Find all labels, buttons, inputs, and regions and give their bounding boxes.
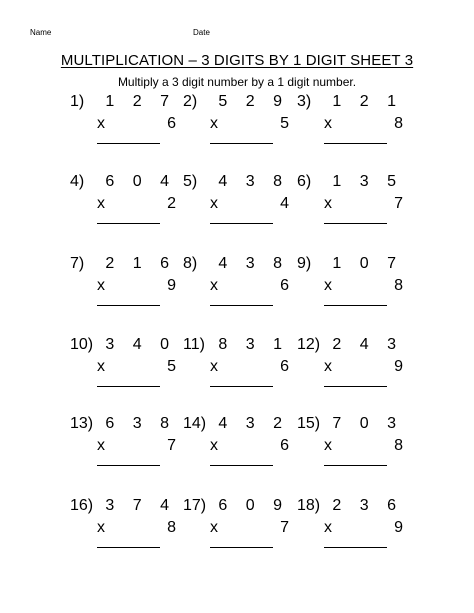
worksheet-instructions: Multiply a 3 digit number by a 1 digit number. [117, 75, 357, 89]
name-label: Name [30, 28, 52, 37]
problem-14 [183, 415, 293, 487]
problem-17 [183, 497, 293, 569]
multiply-sign: x [324, 115, 332, 132]
answer-line [97, 143, 160, 144]
multiplicand: 1 2 1 [332, 93, 403, 110]
multiplier: 8 [394, 437, 403, 454]
problem-13 [70, 415, 180, 487]
multiplicand: 1 0 7 [332, 255, 403, 272]
multiplicand: 6 0 4 [105, 173, 176, 190]
answer-line [324, 386, 387, 387]
answer-line [97, 386, 160, 387]
multiplier: 6 [280, 437, 289, 454]
problem-number: 17) [183, 497, 207, 514]
problem-number: 1) [70, 93, 85, 110]
multiplier: 9 [394, 358, 403, 375]
problem-12 [297, 336, 407, 408]
multiplier: 5 [167, 358, 176, 375]
multiplicand: 4 3 2 [218, 415, 289, 432]
problem-number: 7) [70, 255, 85, 272]
multiply-sign: x [210, 195, 218, 212]
multiply-sign: x [97, 277, 105, 294]
problem-number: 14) [183, 415, 207, 432]
problem-10 [70, 336, 180, 408]
problem-6 [297, 173, 407, 245]
multiplier: 4 [280, 195, 289, 212]
problem-number: 5) [183, 173, 198, 190]
multiplier: 7 [394, 195, 403, 212]
problem-11 [183, 336, 293, 408]
answer-line [324, 223, 387, 224]
problem-2 [183, 93, 293, 165]
multiply-sign: x [210, 519, 218, 536]
problem-number: 8) [183, 255, 198, 272]
answer-line [210, 547, 273, 548]
multiplicand: 3 7 4 [105, 497, 176, 514]
answer-line [97, 305, 160, 306]
multiplicand: 1 2 7 [105, 93, 176, 110]
problem-number: 11) [183, 336, 205, 353]
multiplicand: 5 2 9 [218, 93, 289, 110]
problem-9 [297, 255, 407, 327]
problem-5 [183, 173, 293, 245]
multiplicand: 2 3 6 [332, 497, 403, 514]
answer-line [324, 547, 387, 548]
multiplier: 8 [394, 115, 403, 132]
multiplier: 6 [280, 277, 289, 294]
multiplier: 5 [280, 115, 289, 132]
multiplicand: 2 1 6 [105, 255, 176, 272]
multiply-sign: x [324, 358, 332, 375]
multiplicand: 7 0 3 [332, 415, 403, 432]
multiply-sign: x [97, 358, 105, 375]
problem-15 [297, 415, 407, 487]
problem-4 [70, 173, 180, 245]
problem-number: 12) [297, 336, 321, 353]
multiplier: 9 [394, 519, 403, 536]
answer-line [97, 465, 160, 466]
multiplicand: 4 3 8 [218, 173, 289, 190]
problem-number: 3) [297, 93, 312, 110]
multiplicand: 4 3 8 [218, 255, 289, 272]
multiply-sign: x [210, 437, 218, 454]
answer-line [97, 547, 160, 548]
problem-16 [70, 497, 180, 569]
multiplicand: 8 3 1 [218, 336, 289, 353]
multiply-sign: x [324, 277, 332, 294]
date-label: Date [193, 28, 210, 37]
problem-18 [297, 497, 407, 569]
problem-number: 16) [70, 497, 94, 514]
problem-number: 10) [70, 336, 94, 353]
multiplier: 2 [167, 195, 176, 212]
multiply-sign: x [324, 437, 332, 454]
multiply-sign: x [97, 437, 105, 454]
answer-line [324, 143, 387, 144]
problem-1 [70, 93, 180, 165]
multiply-sign: x [97, 115, 105, 132]
answer-line [97, 223, 160, 224]
multiplicand: 1 3 5 [332, 173, 403, 190]
multiplicand: 3 4 0 [105, 336, 176, 353]
multiply-sign: x [97, 195, 105, 212]
problem-number: 13) [70, 415, 94, 432]
multiplier: 7 [167, 437, 176, 454]
problem-7 [70, 255, 180, 327]
answer-line [324, 465, 387, 466]
problem-number: 9) [297, 255, 312, 272]
problem-3 [297, 93, 407, 165]
multiply-sign: x [324, 195, 332, 212]
multiply-sign: x [97, 519, 105, 536]
worksheet-title: MULTIPLICATION – 3 DIGITS BY 1 DIGIT SHEET 3 [60, 52, 414, 69]
problem-8 [183, 255, 293, 327]
problem-number: 4) [70, 173, 85, 190]
multiplier: 7 [280, 519, 289, 536]
multiplier: 6 [280, 358, 289, 375]
answer-line [210, 143, 273, 144]
problem-number: 6) [297, 173, 312, 190]
multiplier: 8 [394, 277, 403, 294]
multiplicand: 2 4 3 [332, 336, 403, 353]
problem-number: 2) [183, 93, 198, 110]
problem-number: 15) [297, 415, 321, 432]
answer-line [210, 386, 273, 387]
multiply-sign: x [210, 358, 218, 375]
answer-line [210, 223, 273, 224]
multiplicand: 6 0 9 [218, 497, 289, 514]
multiplier: 9 [167, 277, 176, 294]
multiply-sign: x [324, 519, 332, 536]
multiply-sign: x [210, 277, 218, 294]
answer-line [324, 305, 387, 306]
answer-line [210, 465, 273, 466]
multiplier: 6 [167, 115, 176, 132]
multiply-sign: x [210, 115, 218, 132]
problem-number: 18) [297, 497, 321, 514]
answer-line [210, 305, 273, 306]
multiplier: 8 [167, 519, 176, 536]
multiplicand: 6 3 8 [105, 415, 176, 432]
